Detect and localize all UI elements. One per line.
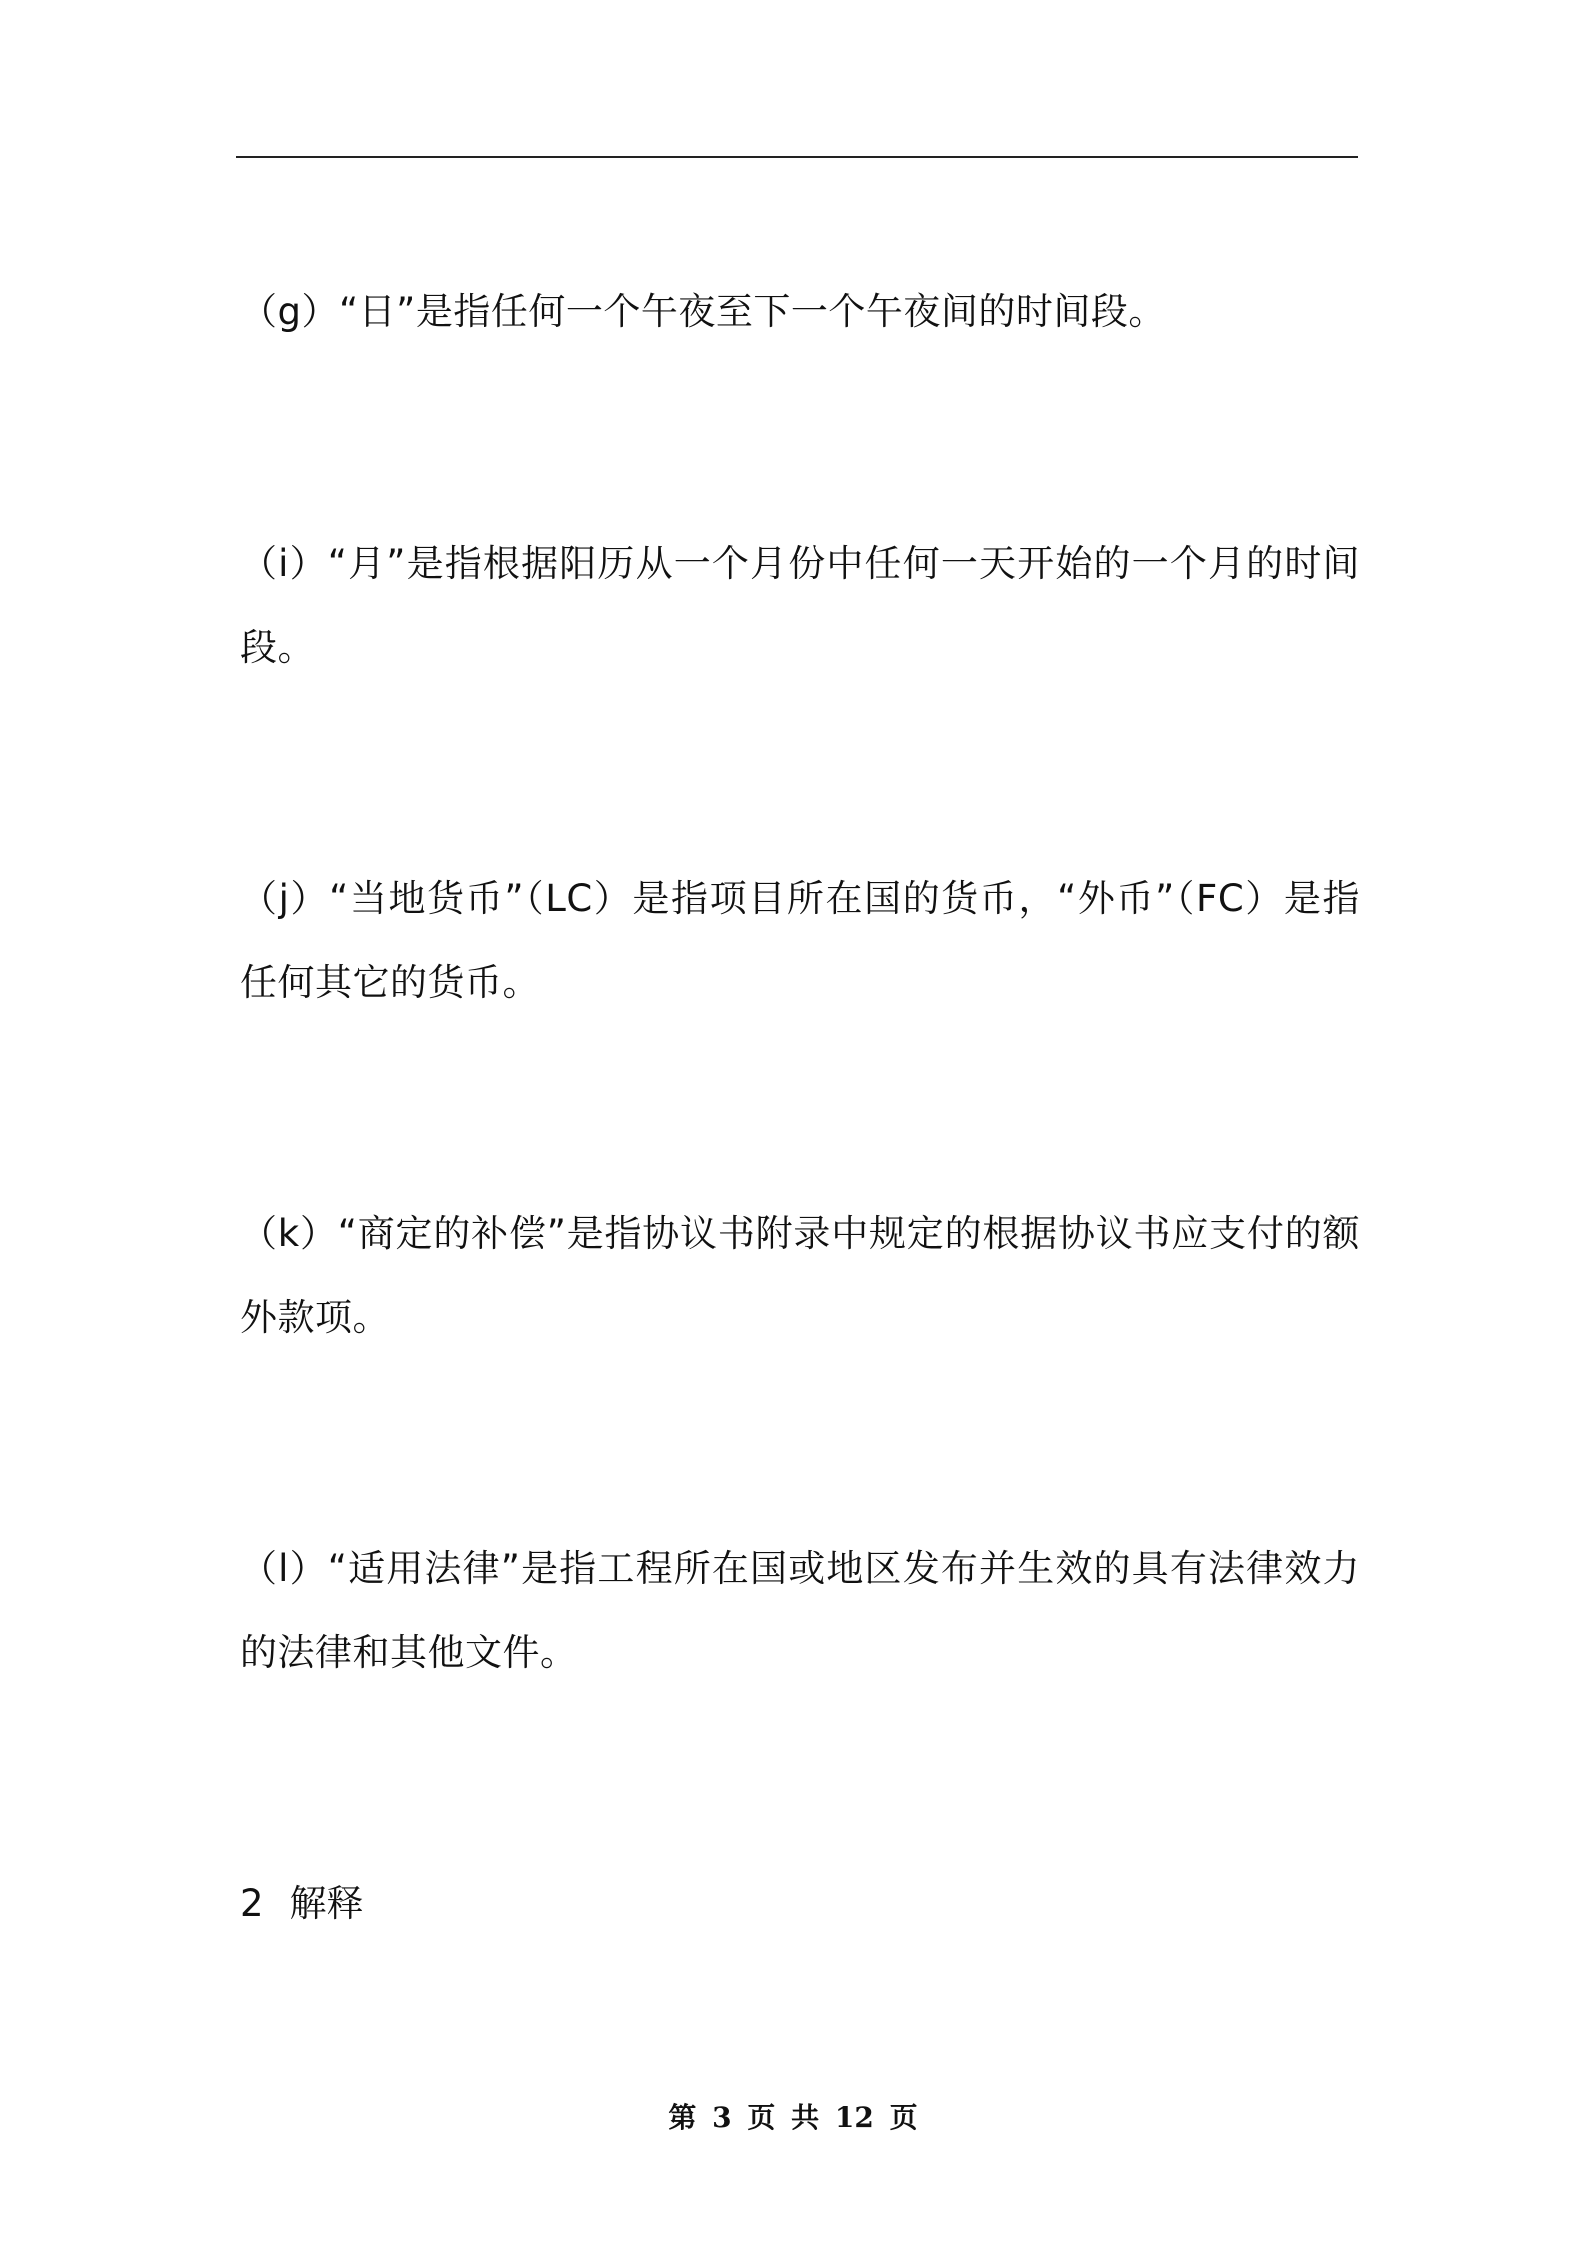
section-heading xyxy=(240,1862,364,1946)
clause-l: （l）“适用法律”是指工程所在国或地区发布并生效的具有法律效力的法律和其他文件。 xyxy=(240,1547,1360,1674)
page-number: 第 3 页 共 12 页 xyxy=(668,2101,918,2134)
section-title: 解释 xyxy=(289,1882,364,1925)
section-number: 2 xyxy=(240,1882,264,1925)
clause-i: （i）“月”是指根据阳历从一个月份中任何一天开始的一个月的时间段。 xyxy=(240,542,1360,669)
clause-g: （g）“日”是指任何一个午夜至下一个午夜间的时间段。 xyxy=(240,290,1166,333)
header-rule xyxy=(236,156,1358,158)
clause-j: （j）“当地货币”（LC）是指项目所在国的货币，“外币”（FC）是指任何其它的货币。 xyxy=(240,877,1360,1004)
clause-k: （k）“商定的补偿”是指协议书附录中规定的根据协议书应支付的额外款项。 xyxy=(240,1212,1360,1339)
